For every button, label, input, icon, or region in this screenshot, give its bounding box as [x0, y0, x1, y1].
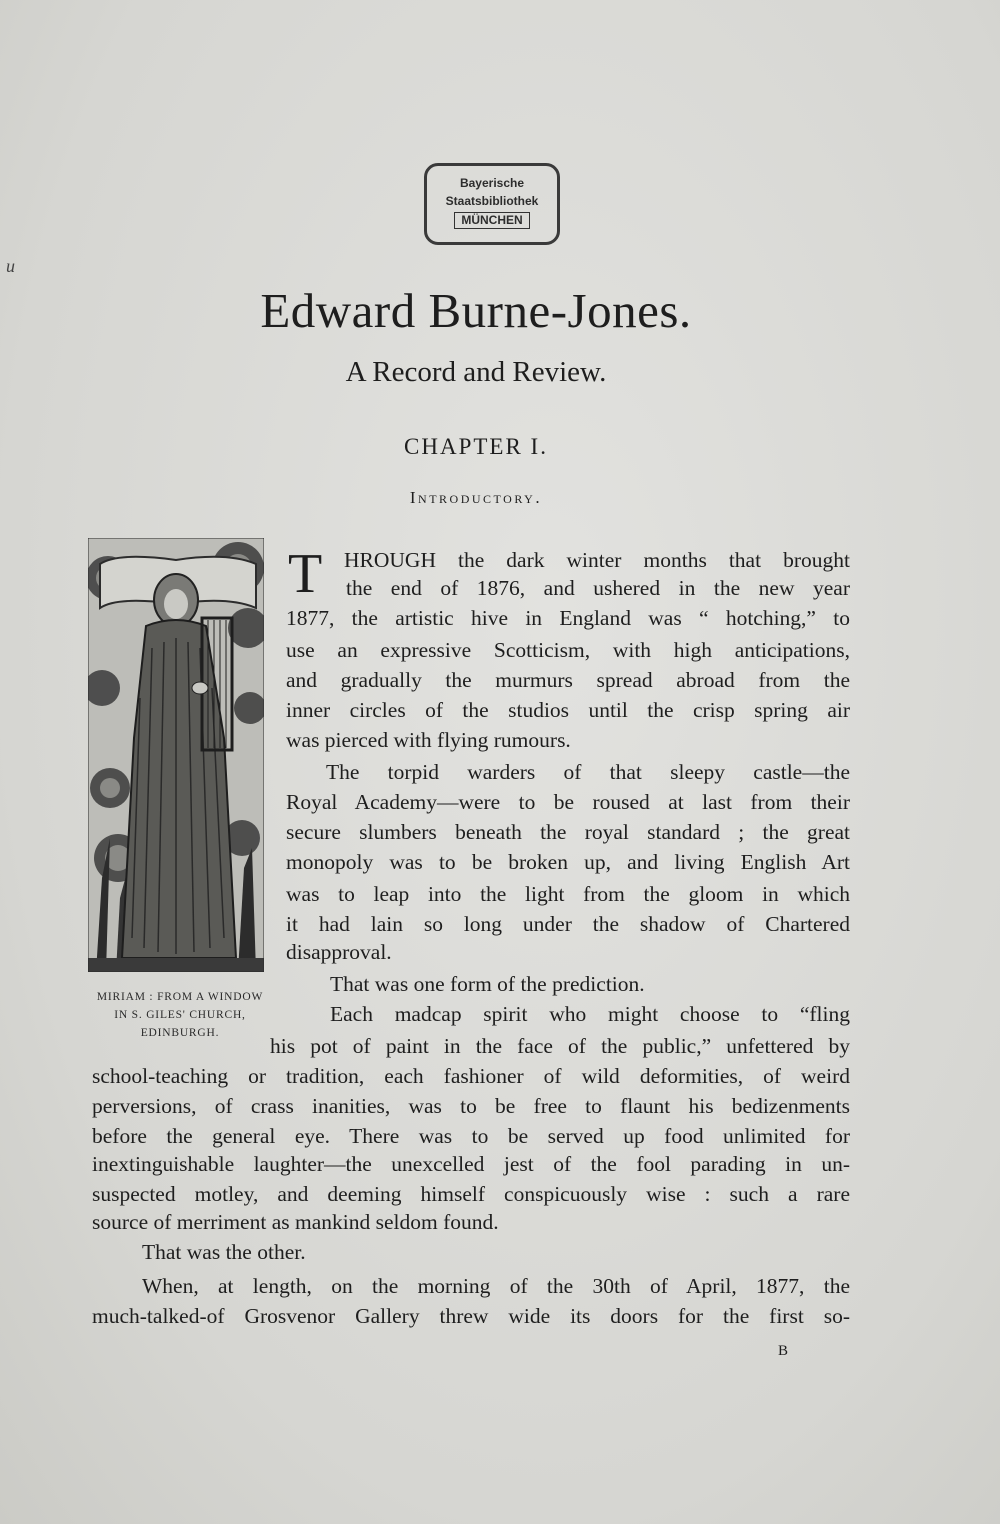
- text-line: That was one form of the prediction.: [330, 972, 645, 996]
- miriam-window-illustration: [88, 538, 264, 972]
- text-line: source of merriment as mankind seldom found.: [92, 1210, 499, 1234]
- text-line: Royal Academy—were to be roused at last from their: [286, 790, 850, 814]
- text-line: When, at length, on the morning of the 30th of April, 1877, the: [142, 1274, 850, 1298]
- stamp-line-1: Bayerische: [459, 176, 525, 190]
- text-line: inner circles of the studios until the crisp spring air: [286, 698, 850, 722]
- caption-line-1: MIRIAM : FROM A WINDOW: [96, 991, 264, 1003]
- text-line: HROUGH the dark winter months that brought: [344, 548, 850, 572]
- text-line: was pierced with flying rumours.: [286, 728, 571, 752]
- section-heading: Introductory.: [409, 488, 543, 507]
- text-line: it had lain so long under the shadow of Chartered: [286, 912, 850, 936]
- text-line: use an expressive Scotticism, with high anticipations,: [286, 638, 850, 662]
- stamp-line-2: Staatsbibliothek: [445, 194, 539, 208]
- text-line: much-talked-of Grosvenor Gallery threw wide its doors for the first so-: [92, 1304, 850, 1328]
- text-line: the end of 1876, and ushered in the new year: [346, 576, 850, 600]
- library-stamp: [424, 163, 560, 245]
- text-line: That was the other.: [142, 1240, 306, 1264]
- drop-cap: T: [288, 543, 323, 605]
- book-subtitle: A Record and Review.: [345, 356, 607, 388]
- margin-pencil-mark: u: [6, 256, 15, 276]
- text-line: monopoly was to be broken up, and living English Art: [286, 850, 850, 874]
- signature-mark: B: [778, 1343, 789, 1359]
- text-line: school-teaching or tradition, each fashioner of wild deformities, of weird: [92, 1064, 850, 1088]
- book-title: Edward Burne-Jones.: [260, 283, 692, 338]
- chapter-heading: CHAPTER I.: [404, 434, 548, 459]
- text-line: The torpid warders of that sleepy castle—the: [326, 760, 850, 784]
- text-line: 1877, the artistic hive in England was “ hotching,” to: [286, 606, 850, 630]
- text-line: inextinguishable laughter—the unexcelled jest of the fool parading in un-: [92, 1152, 850, 1176]
- text-line: his pot of paint in the face of the public,” unfettered by: [270, 1034, 850, 1058]
- caption-line-2: IN S. GILES' CHURCH,: [114, 1009, 246, 1021]
- text-line: disapproval.: [286, 940, 392, 964]
- stamp-city: MÜNCHEN: [454, 212, 529, 229]
- text-line: Each madcap spirit who might choose to “fling: [330, 1002, 850, 1026]
- text-line: secure slumbers beneath the royal standard ; the great: [286, 820, 850, 844]
- text-line: was to leap into the light from the gloom in which: [286, 882, 850, 906]
- text-line: before the general eye. There was to be served up food unlimited for: [92, 1124, 850, 1148]
- text-line: perversions, of crass inanities, was to be free to flaunt his bedizenments: [92, 1094, 850, 1118]
- text-line: suspected motley, and deeming himself conspicuously wise : such a rare: [92, 1182, 850, 1206]
- caption-line-3: EDINBURGH.: [140, 1027, 220, 1039]
- text-line: and gradually the murmurs spread abroad from the: [286, 668, 850, 692]
- illustration-caption: [82, 988, 278, 1042]
